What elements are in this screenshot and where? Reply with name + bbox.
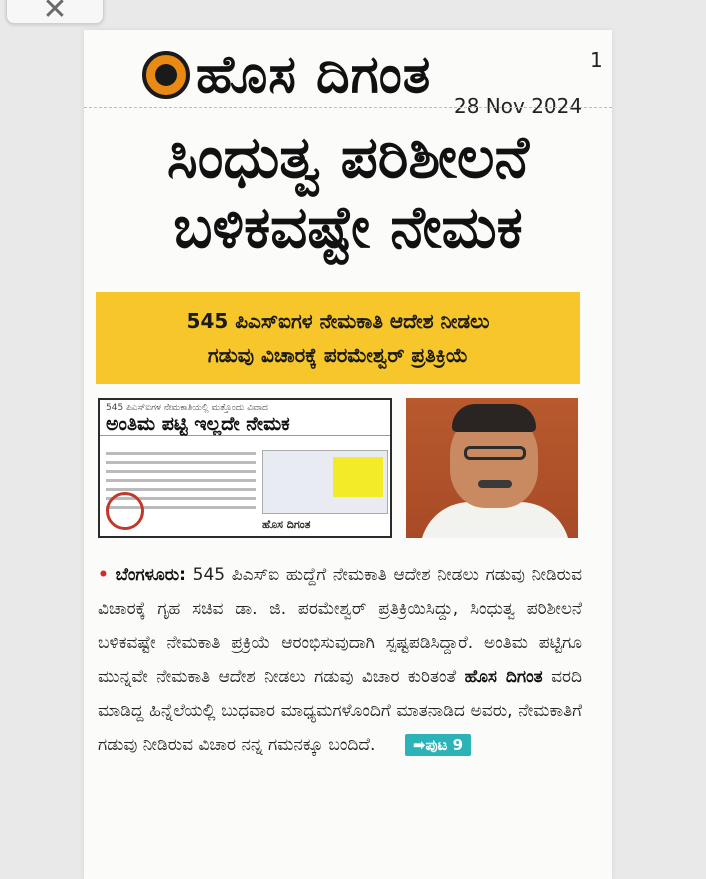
article-brand-mention: ಹೊಸ ದಿಗಂತ bbox=[464, 667, 543, 687]
headline-line-2: ಬಳಿಕವಷ್ಟೇ ನೇಮಕ bbox=[173, 193, 523, 261]
article-body bbox=[98, 558, 582, 762]
continued-on-page-tag: ➡ಪುಟ 9 bbox=[405, 734, 471, 756]
earlier-report-caption: ಹೊಸ ದಿಗಂತ bbox=[262, 518, 311, 531]
earlier-report-kicker: 545 ಪಿಎಸ್‌ಐಗಳ ನೇಮಕಾತಿಯಲ್ಲಿ ಮತ್ತೊಂದು ವಿವಾದ bbox=[106, 403, 268, 413]
headline bbox=[94, 122, 602, 262]
newspaper-clipping bbox=[84, 30, 612, 879]
newspaper-logo-icon bbox=[142, 51, 190, 99]
minister-photo bbox=[406, 398, 578, 538]
earlier-report-image bbox=[98, 398, 392, 538]
article-text-2: ವರದಿ ಮಾಡಿದ್ದ ಹಿನ್ನೆಲೆಯಲ್ಲಿ ಬುಧವಾರ ಮಾಧ್ಯಮಗಳೊಂದಿಗೆ ಮಾತನಾಡಿದ ಅವರು, ನೇಮಕಾತಿಗೆ ಗಡುವು ನೀಡಿರುವ ವಿಚಾರ ನನ್ನ ಗಮನಕ್ಕೂ ಬಂದಿದೆ. bbox=[98, 667, 582, 755]
article-text-1: 545 ಪಿಎಸ್‌ಐ ಹುದ್ದೆಗೆ ನೇಮಕಾತಿ ಆದೇಶ ನೀಡಲು ಗಡುವು ನೀಡಿರುವ ವಿಚಾರಕ್ಕೆ ಗೃಹ ಸಚಿವ ಡಾ. ಜಿ. ಪರಮೇಶ್ವರ್ ಪ್ರತಿಕ್ರಿಯಿಸಿದ್ದು, ಸಿಂಧುತ್ವ ಪರಿಶೀಲನೆ ಬಳಿಕವಷ್ಟೇ ನೇಮಕಾತಿ ಪ್ರಕ್ರಿಯೆ ಆರಂಭಿಸುವುದಾಗಿ ಸ್ಪಷ್ಟಪಡಿಸಿದ್ದಾರೆ. ಅಂತಿಮ ಪಟ್ಟಿಗೂ ಮುನ್ನವೇ ನೇಮಕಾತಿ ಆದೇಶ ನೀಡಲು ಗಡುವು ವಿಚಾರ ಕುರಿತಂತೆ bbox=[98, 565, 582, 687]
bullet-icon: • bbox=[98, 565, 109, 585]
close-icon: ✕ bbox=[42, 0, 68, 27]
seal-icon bbox=[106, 492, 144, 530]
subheadline-line-1: 545 ಪಿಎಸ್‌ಐಗಳ ನೇಮಕಾತಿ ಆದೇಶ ನೀಡಲು bbox=[186, 309, 490, 333]
close-button[interactable] bbox=[6, 0, 104, 27]
subheadline bbox=[96, 292, 580, 384]
earlier-report-headline: ಅಂತಿಮ ಪಟ್ಟಿ ಇಲ್ಲದೇ ನೇಮಕ bbox=[100, 413, 390, 436]
subheadline-line-2: ಗಡುವು ವಿಚಾರಕ್ಕೆ ಪರಮೇಶ್ವರ್ ಪ್ರತಿಕ್ರಿಯೆ bbox=[207, 343, 469, 367]
document-image bbox=[262, 450, 388, 514]
newspaper-name: ಹೊಸ ದಿಗಂತ bbox=[196, 44, 432, 105]
page-number: 1 bbox=[590, 48, 603, 72]
edition-date: 28 Nov 2024 bbox=[454, 94, 583, 118]
masthead bbox=[142, 40, 431, 110]
dateline: ಬೆಂಗಳೂರು: bbox=[115, 565, 186, 585]
divider bbox=[84, 107, 612, 108]
headline-line-1: ಸಿಂಧುತ್ವ ಪರಿಶೀಲನೆ bbox=[166, 123, 530, 191]
